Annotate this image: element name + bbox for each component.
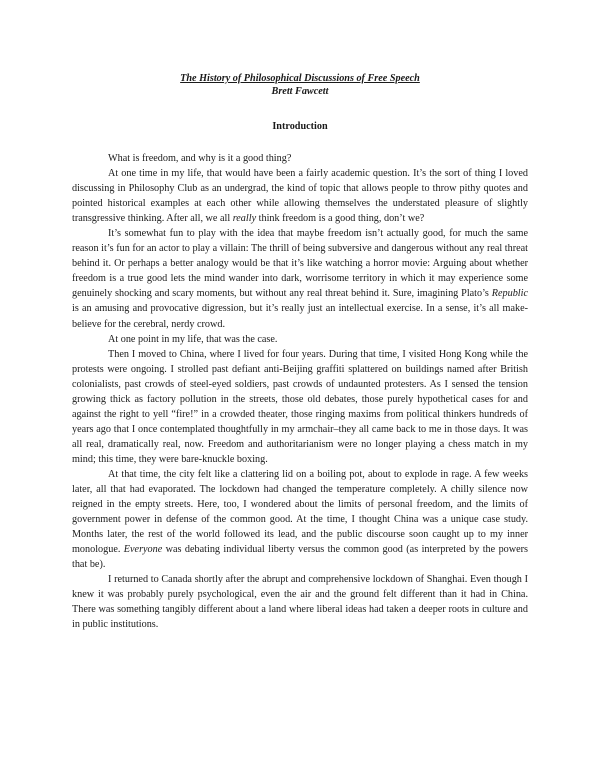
document-author: Brett Fawcett (271, 86, 329, 97)
paragraph-text: think freedom is a good thing, don’t we? (256, 213, 425, 225)
paragraph (72, 572, 528, 632)
emphasis-text: Republic (491, 288, 528, 300)
paragraph-text: At one point in my life, that was the case. (108, 333, 278, 345)
paragraph (72, 467, 528, 572)
paragraph-text: It’s somewhat fun to play with the idea that maybe freedom isn’t actually good, for much the same reason it’s fun for an actor to play a villain: The thrill of being subversive and dangerous without any real threat behind it. Or perhaps a better analogy would be that it’s like watching a horror movie: Arguing about whether freedom is a true good lets the mind wander into dark, worrisome territory in which it may experience some genuinely shocking and scary moments, but without any real threat behind it. Sure, imagining Plato’s (72, 228, 528, 300)
paragraph-text: At one time in my life, that would have been a fairly academic question. It’s the sort of thing I loved discussing in Philosophy Club as an undergrad, the kind of topic that allows people to throw pithy quotes and pointed historical examples at each other while allowing themselves the understated pleasure of slightly transgressive thinking. After all, we all (72, 168, 528, 225)
paragraph (72, 226, 528, 331)
paragraph-text: was debating individual liberty versus the common good (as interpreted by the powers that be). (72, 544, 528, 571)
paragraph-text: At that time, the city felt like a clattering lid on a boiling pot, about to explode in rage. A few weeks later, all that had evaporated. The lockdown had changed the temperature completely. A chilly silence now reigned in the empty streets. Here, too, I wondered about the limits of personal freedom, and the limits of government power in defense of the common good. At the time, I thought China was a unique case study. Months later, the rest of the world followed its lead, and the public discourse soon caught up to my inner monologue. (72, 468, 528, 556)
document-title: The History of Philosophical Discussions of Free Speech (180, 73, 420, 84)
paragraph (72, 332, 528, 347)
section-heading: Introduction (272, 121, 328, 132)
emphasis-text: Everyone (123, 544, 163, 556)
paragraph-text: What is freedom, and why is it a good thing? (108, 153, 292, 164)
paragraph-text: is an amusing and provocative digression, but it’s really just an intellectual exercise. In a sense, it’s all make-believe for the cerebral, nerdy crowd. (72, 303, 528, 330)
paragraph (72, 347, 528, 467)
body-text (72, 151, 528, 633)
paragraph-text: Then I moved to China, where I lived for four years. During that time, I visited Hong Kong while the protests were ongoing. I strolled past defiant anti-Beijing graffiti splattered on buildings named after British colonialists, past crowds of steel-eyed soldiers, past crowds of undaunted protesters. As I sensed the tension growing thick as factory pollution in the streets, those old debates, those purely hypothetical cases for and against the right to yell “fire!” in a crowded theater, those ringing maxims from political thinkers hundreds of years ago that I once contemplated thoughtfully in my armchair–they all came back to me in those days. It was all real, dramatically real, now. Freedom and authoritarianism were no longer playing a chess match in my mind; this time, they were bare-knuckle boxing. (72, 348, 528, 465)
paragraph-text: I returned to Canada shortly after the abrupt and comprehensive lockdown of Shanghai. Even though I knew it was probably purely psychological, even the air and the ground felt different than it had in China. There was something tangibly different about a land where liberal ideas had taken a deeper roots in culture and in public institutions. (72, 574, 528, 631)
paragraph (72, 166, 528, 226)
emphasis-text: really (232, 213, 257, 225)
paragraph (72, 151, 528, 166)
